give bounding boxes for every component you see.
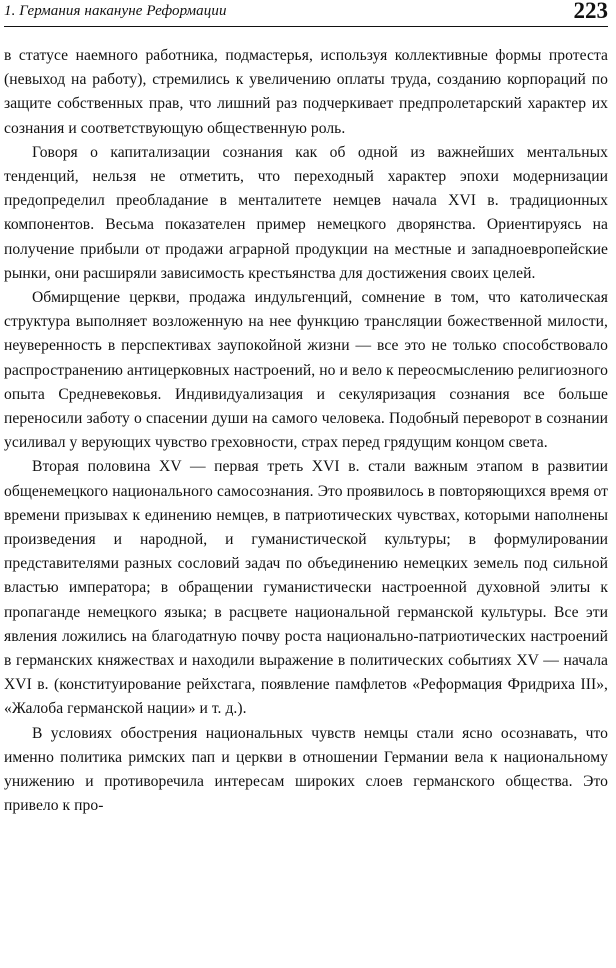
running-head [4, 0, 608, 27]
page-number: 223 [573, 0, 608, 23]
paragraph-capitalization: Говоря о капитализации сознания как об одной из важнейших ментальных тенденций, нельзя не отметить, что переходный характер эпохи модернизации предопределил преобладание в менталитете немцев начала XVI в. традиционных компонентов. Весьма показателен пример немецкого дворянства. Ориентируясь на получение прибыли от продажи аграрной продукции на местные и западноевропейские рынки, они расширяли зависимость крестьянства для достижения своих целей. [4, 143, 608, 282]
paragraph-continuation: в статусе наемного работника, подмастерья, используя коллективные формы протеста (невыход на работу), стремились к увеличению оплаты труда, созданию корпораций по защите собственных прав, что лишний раз подчеркивает предпролетарский характер их сознания и соответствующую общественную роль. [4, 47, 608, 137]
running-title: 1. Германия накануне Реформации [4, 3, 227, 19]
paragraph-secularization: Обмирщение церкви, продажа индульгенций, сомнение в том, что католическая структура выполняет возложенную на нее функцию трансляции божественной милости, неуверенность в перспективах заупокойной жизни — все это не только способствовало распространению антицерковных настроений, но и вело к переосмыслению религиозного опыта Средневековья. Индивидуализация и секуляризация сознания все больше переносили заботу о спасении души на самого человека. Подобный переворот в сознании усиливал у верующих чувство греховности, страх перед грядущим концом света. [4, 289, 608, 452]
paragraph-national-identity: Вторая половина XV — первая треть XVI в. стали важным этапом в развитии общенемецкого национального самосознания. Это проявилось в повторяющихся время от времени призывах к единению немцев, в патриотических чувствах, которыми наполнены произведения и народной, и гуманистической культуры; в формулировании представителями разных сословий задач по объединению немецких земель под сильной властью императора; в обращении гуманистически настроенной духовной элиты к пропаганде немецкого языка; в расцвете национальной германской культуры. Все эти явления ложились на благодатную почву роста национально-патриотических настроений в германских княжествах и находили выражение в политических событиях XV — начала XVI в. (конституирование рейхстага, появление памфлетов «Реформация Фридриха III», «Жалоба германской нации» и т. д.). [4, 458, 608, 718]
body-text [4, 44, 608, 819]
paragraph-national-feelings: В условиях обострения национальных чувств немцы стали ясно осознавать, что именно политика римских пап и церкви в отношении Германии вела к национальному унижению и противоречила интересам широких слоев германского общества. Это привело к про- [4, 724, 608, 815]
